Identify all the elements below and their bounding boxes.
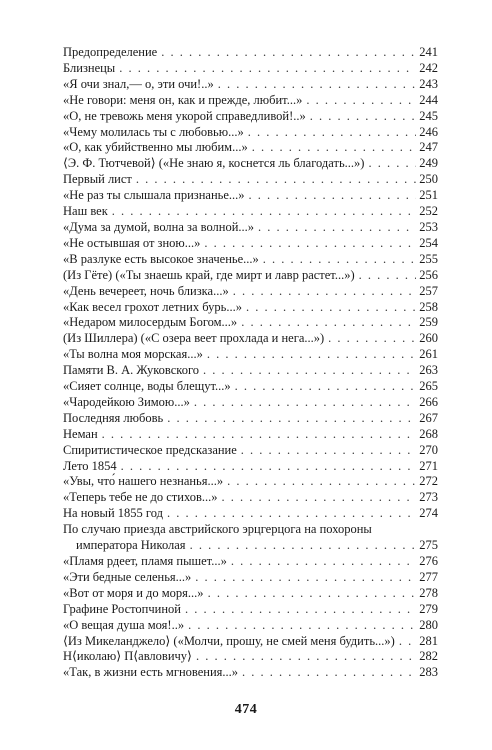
dot-leader	[167, 506, 416, 522]
entry-title: «Как весел грохот летних бурь...»	[63, 299, 242, 314]
toc-entry-continuation	[63, 538, 438, 554]
toc-entry	[63, 395, 438, 411]
toc-entry	[63, 347, 438, 363]
entry-page: 279	[419, 601, 438, 616]
toc-entry	[63, 61, 438, 77]
entry-page: 245	[419, 108, 438, 123]
dot-leader	[306, 93, 416, 109]
toc-entry	[63, 140, 438, 156]
entry-title: «Увы, что́ нашего незнанья...»	[63, 474, 224, 489]
dot-leader	[235, 379, 416, 395]
toc-entry	[63, 443, 438, 459]
dot-leader	[218, 77, 416, 93]
dot-leader	[227, 474, 416, 490]
toc-entry	[63, 331, 438, 347]
dot-leader	[328, 331, 416, 347]
dot-leader	[231, 554, 416, 570]
entry-page: 246	[419, 124, 438, 139]
entry-page: 253	[419, 219, 438, 234]
entry-title: «Недаром милосердым Богом...»	[63, 315, 238, 330]
entry-title: «Так, в жизни есть мгновения...»	[63, 665, 239, 680]
entry-page: 280	[419, 617, 438, 632]
entry-title: «Чему молилась ты с любовью...»	[63, 124, 244, 139]
toc-entry	[63, 474, 438, 490]
dot-leader	[248, 125, 416, 141]
entry-page: 241	[419, 45, 438, 59]
dot-leader	[188, 618, 416, 634]
toc-entry	[63, 172, 438, 188]
entry-title: По случаю приезда австрийского эрцгерцога на похороны	[63, 522, 372, 537]
dot-leader	[136, 172, 416, 188]
entry-title: Лето 1854	[63, 458, 117, 473]
entry-title: Графине Ростопчиной	[63, 601, 181, 616]
dot-leader	[196, 649, 416, 665]
entry-page: 244	[419, 92, 438, 107]
entry-page: 263	[419, 363, 438, 378]
toc-entry	[63, 236, 438, 252]
toc-entry	[63, 602, 438, 618]
entry-page: 266	[419, 394, 438, 409]
toc-entry	[63, 490, 438, 506]
dot-leader	[368, 156, 416, 172]
entry-page: 275	[419, 538, 438, 553]
dot-leader	[195, 570, 416, 586]
toc-entry	[63, 315, 438, 331]
dot-leader	[258, 220, 416, 236]
entry-title: Последняя любовь	[63, 410, 164, 425]
entry-page: 255	[419, 251, 438, 266]
entry-title: Первый лист	[63, 172, 132, 187]
entry-title: «О вещая душа моя!..»	[63, 617, 185, 632]
entry-page: 277	[419, 569, 438, 584]
entry-page: 243	[419, 76, 438, 91]
toc-entry	[63, 284, 438, 300]
dot-leader	[112, 204, 416, 220]
entry-title: «День вечереет, ночь близка...»	[63, 283, 229, 298]
toc-entry	[63, 77, 438, 93]
page-number: 474	[234, 702, 258, 717]
dot-leader	[252, 140, 416, 156]
entry-title: Памяти В. А. Жуковского	[63, 363, 200, 378]
entry-page: 242	[419, 60, 438, 75]
toc-entry	[63, 427, 438, 443]
entry-page: 274	[419, 506, 438, 521]
dot-leader	[203, 363, 416, 379]
toc-entry	[63, 220, 438, 236]
entry-page: 278	[419, 585, 438, 600]
dot-leader	[102, 427, 416, 443]
entry-page: 249	[419, 156, 438, 171]
table-of-contents	[63, 45, 438, 681]
dot-leader	[241, 443, 416, 459]
entry-title: На новый 1855 год	[63, 506, 163, 521]
entry-page: 257	[419, 283, 438, 298]
entry-title: «Не остывшая от зною...»	[63, 235, 201, 250]
toc-entry	[63, 45, 438, 61]
toc-entry	[63, 109, 438, 125]
entry-page: 247	[419, 140, 438, 155]
entry-title: (Из Гёте) («Ты знаешь край, где мирт и лавр растет...»)	[63, 267, 355, 282]
entry-title: «Дума за думой, волна за волной...»	[63, 219, 255, 234]
dot-leader	[359, 268, 416, 284]
toc-entry	[63, 93, 438, 109]
toc-entry	[63, 379, 438, 395]
dot-leader	[190, 538, 416, 554]
toc-entry	[63, 459, 438, 475]
entry-title: «О, как убийственно мы любим...»	[63, 140, 248, 155]
dot-leader	[208, 586, 416, 602]
toc-entry	[63, 188, 438, 204]
entry-page: 273	[419, 490, 438, 505]
entry-title: ⟨Из Микеланджело⟩ («Молчи, прошу, не смей меня будить...»)	[63, 633, 395, 648]
dot-leader	[194, 395, 416, 411]
dot-leader	[246, 300, 416, 316]
dot-leader	[207, 347, 416, 363]
entry-title: ⟨Э. Ф. Тютчевой⟩ («Не знаю я, коснется ль благодать...»)	[63, 156, 365, 171]
entry-page: 259	[419, 315, 438, 330]
dot-leader	[399, 634, 416, 650]
entry-title: Наш век	[63, 204, 108, 219]
entry-title: (Из Шиллера) («С озера веет прохлада и нега...»)	[63, 331, 325, 346]
entry-title: Предопределение	[63, 45, 158, 59]
toc-entry	[63, 522, 438, 538]
dot-leader	[310, 109, 416, 125]
dot-leader	[161, 45, 416, 61]
entry-title: «Не раз ты слышала признанье...»	[63, 188, 245, 203]
entry-page: 265	[419, 379, 438, 394]
entry-title: Близнецы	[63, 60, 116, 75]
entry-page: 250	[419, 172, 438, 187]
toc-entry	[63, 268, 438, 284]
entry-title: Спиритистическое предсказание	[63, 442, 237, 457]
entry-title: «Пламя рдеет, пламя пышет...»	[63, 554, 227, 568]
entry-title: «Не говори: меня он, как и прежде, любит...»	[63, 92, 303, 107]
entry-page: 267	[419, 410, 438, 425]
entry-page: 261	[419, 347, 438, 362]
entry-title: «В разлуке есть высокое значенье...»	[63, 251, 259, 266]
entry-page: 276	[419, 554, 438, 568]
toc-entry	[63, 156, 438, 172]
entry-page: 256	[419, 267, 438, 282]
toc-entry	[63, 125, 438, 141]
dot-leader	[233, 284, 416, 300]
entry-title: «Я очи знал,— о, эти очи!..»	[63, 76, 214, 91]
entry-page: 281	[419, 633, 438, 648]
entry-title: «Ты волна моя морская...»	[63, 347, 203, 362]
dot-leader	[185, 602, 416, 618]
entry-page: 254	[419, 235, 438, 250]
dot-leader	[121, 459, 416, 475]
entry-title: Неман	[63, 426, 98, 441]
entry-page: 260	[419, 331, 438, 346]
entry-page: 282	[419, 649, 438, 664]
entry-title: «Сияет солнце, воды блещут...»	[63, 379, 231, 394]
entry-page: 252	[419, 204, 438, 219]
toc-entry	[63, 506, 438, 522]
entry-page: 251	[419, 188, 438, 203]
toc-entry	[63, 204, 438, 220]
toc-entry	[63, 300, 438, 316]
dot-leader	[204, 236, 416, 252]
entry-page: 258	[419, 299, 438, 314]
entry-page: 271	[419, 458, 438, 473]
entry-title: «Вот от моря и до моря...»	[63, 585, 204, 600]
toc-entry	[63, 665, 438, 681]
toc-entry	[63, 554, 438, 570]
entry-page: 283	[419, 665, 438, 680]
toc-entry	[63, 570, 438, 586]
entry-title: «Чародейкою Зимою...»	[63, 394, 190, 409]
entry-title: «Эти бедные селенья...»	[63, 569, 192, 584]
dot-leader	[241, 315, 416, 331]
toc-entry	[63, 649, 438, 665]
toc-entry	[63, 634, 438, 650]
entry-title: императора Николая	[76, 538, 186, 553]
dot-leader	[263, 252, 416, 268]
entry-page: 270	[419, 442, 438, 457]
dot-leader	[222, 490, 417, 506]
dot-leader	[249, 188, 416, 204]
toc-entry	[63, 363, 438, 379]
toc-entry	[63, 586, 438, 602]
dot-leader	[167, 411, 416, 427]
entry-page: 272	[419, 474, 438, 489]
toc-entry	[63, 252, 438, 268]
dot-leader	[119, 61, 416, 77]
dot-leader	[242, 665, 416, 681]
entry-title: «О, не тревожь меня укорой справедливой!..»	[63, 108, 306, 123]
entry-page: 268	[419, 426, 438, 441]
toc-entry	[63, 618, 438, 634]
entry-title: «Теперь тебе не до стихов...»	[63, 490, 218, 505]
entry-title: Н⟨иколаю⟩ П⟨авловичу⟩	[63, 649, 192, 664]
toc-entry	[63, 411, 438, 427]
